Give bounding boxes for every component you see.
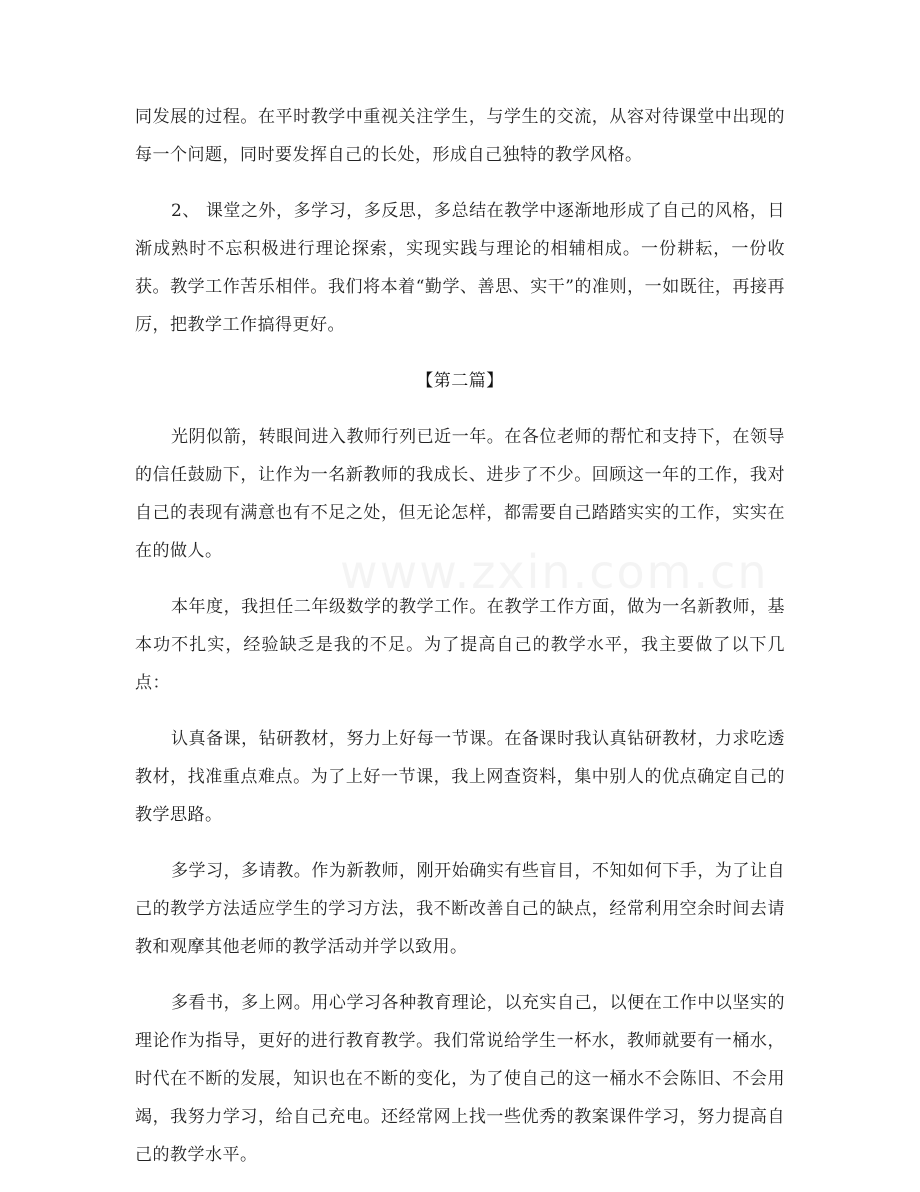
paragraph-reading: 多看书，多上网。用心学习各种教育理论，以充实自己，以便在工作中以坚实的理论作为指导，更好的进行教育教学。我们常说给学生一杯水，教师就要有一桶水，时代在不断的发展，知识也在不断的变化，为了使自己的这一桶水不会陈旧、不会用竭，我努力学习，给自己充电。还经常网上找一些优秀的教案课件学习，努力提高自己的教学水平。 bbox=[135, 993, 785, 1165]
paragraph-lesson-prep: 认真备课，钻研教材，努力上好每一节课。在备课时我认真钻研教材，力求吃透教材，找准重点难点。为了上好一节课，我上网查资料，集中别人的优点确定自己的教学思路。 bbox=[135, 729, 785, 825]
watermark: www.zxin.com.cn bbox=[340, 545, 769, 599]
paragraph-continuation: 同发展的过程。在平时教学中重视关注学生，与学生的交流，从容对待课堂中出现的每一个问题，同时要发挥自己的长处，形成自己独特的教学风格。 bbox=[135, 107, 785, 165]
section-heading: 【第二篇】 bbox=[416, 371, 504, 391]
paragraph-learning: 多学习，多请教。作为新教师，刚开始确实有些盲目，不知如何下手，为了让自己的教学方法适应学生的学习方法，我不断改善自己的缺点，经常利用空余时间去请教和观摩其他老师的教学活动并学以致用。 bbox=[135, 861, 785, 957]
document-body bbox=[135, 98, 785, 1192]
paragraph-teaching-work: 本年度，我担任二年级数学的教学工作。在教学工作方面，做为一名新教师，基本功不扎实，经验缺乏是我的不足。为了提高自己的教学水平，我主要做了以下几点： bbox=[135, 597, 785, 693]
paragraph-point-2: 2、 课堂之外，多学习，多反思，多总结在教学中逐渐地形成了自己的风格，日渐成熟时不忘积极进行理论探索，实现实践与理论的相辅相成。一份耕耘，一份收获。教学工作苦乐相伴。我们将本着“勤学、善思、实干”的准则，一如既往，再接再厉，把教学工作搞得更好。 bbox=[135, 201, 785, 335]
paragraph-intro: 光阴似箭，转眼间进入教师行列已近一年。在各位老师的帮忙和支持下，在领导的信任鼓励下，让作为一名新教师的我成长、进步了不少。回顾这一年的工作，我对自己的表现有满意也有不足之处，但无论怎样，都需要自己踏踏实实的工作，实实在在的做人。 bbox=[135, 427, 785, 561]
